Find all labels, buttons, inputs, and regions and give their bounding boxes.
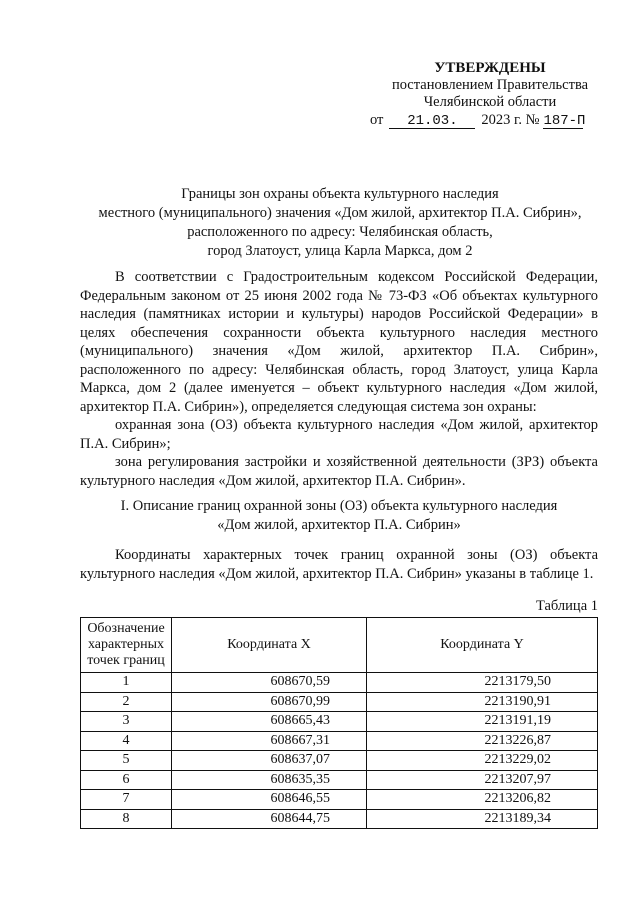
- zone-item-zrz: [80, 453, 598, 490]
- title-line-3: расположенного по адресу: Челябинская область,: [187, 224, 493, 240]
- table-row: [81, 770, 598, 790]
- header-point: Обозначение характерных точек границ: [81, 618, 172, 673]
- table-row: [81, 751, 598, 771]
- table-row: [81, 731, 598, 751]
- table-row: [81, 692, 598, 712]
- cell-point: 2: [81, 692, 172, 712]
- cell-x: 608665,43: [172, 712, 367, 732]
- cell-point: 4: [81, 731, 172, 751]
- cell-point: 8: [81, 809, 172, 829]
- cell-x: 608646,55: [172, 790, 367, 810]
- cell-y: 2213206,82: [367, 790, 598, 810]
- cell-y: 2213207,97: [367, 770, 598, 790]
- header-x: Координата X: [172, 618, 367, 673]
- cell-y: 2213190,91: [367, 692, 598, 712]
- approval-block: [370, 60, 610, 129]
- intro-paragraph-text: В соответствии с Градостроительным кодексом Российской Федерации, Федеральным законом от 25 июня 2002 года № 73-ФЗ «Об объектах культурного наследия (памятниках истории и культуры) народов Российской Федерации» в целях обеспечения сохранности объекта культурного наследия местного (муниципального) значения «Дом жилой, архитектор П.А. Сибрин», расположенного по адресу: Челябинская область, город Златоуст, улица Карла Маркса, дом 2 (далее именуется – объект культурного наследия «Дом жилой, архитектор П.А. Сибрин»), определяется следующая система зон охраны:: [80, 269, 598, 415]
- cell-point: 5: [81, 751, 172, 771]
- section-title: [80, 497, 598, 535]
- table-row: [81, 673, 598, 693]
- table-row: [81, 712, 598, 732]
- table-caption: Таблица 1: [535, 598, 598, 614]
- table-body: [81, 673, 598, 829]
- coordinates-table: [80, 617, 598, 829]
- zone-item-oz-text: охранная зона (ОЗ) объекта культурного наследия «Дом жилой, архитектор П.А. Сибрин»;: [80, 417, 598, 452]
- cell-point: 1: [81, 673, 172, 693]
- table-header-row: [81, 618, 598, 673]
- cell-point: 7: [81, 790, 172, 810]
- approval-line-2: постановлением Правительства: [391, 77, 589, 93]
- approval-prefix: от: [370, 112, 384, 128]
- title-line-4: город Златоуст, улица Карла Маркса, дом 2: [207, 243, 473, 259]
- section-title-line-2: «Дом жилой, архитектор П.А. Сибрин»: [217, 517, 461, 533]
- title-line-2: местного (муниципального) значения «Дом жилой, архитектор П.А. Сибрин»,: [98, 205, 582, 221]
- table-row: [81, 790, 598, 810]
- approval-line-3: Челябинской области: [423, 94, 557, 110]
- cell-y: 2213179,50: [367, 673, 598, 693]
- header-y: Координата Y: [367, 618, 598, 673]
- cell-x: 608644,75: [172, 809, 367, 829]
- document-title: [60, 185, 620, 261]
- cell-x: 608667,31: [172, 731, 367, 751]
- section-paragraph-text: Координаты характерных точек границ охранной зоны (ОЗ) объекта культурного наследия «Дом жилой, архитектор П.А. Сибрин» указаны в таблице 1.: [80, 547, 598, 582]
- section-title-line-1: I. Описание границ охранной зоны (ОЗ) объекта культурного наследия: [120, 498, 558, 514]
- intro-paragraph: [80, 268, 598, 416]
- intro-text: [80, 268, 598, 490]
- approval-title: УТВЕРЖДЕНЫ: [434, 60, 546, 76]
- table-row: [81, 809, 598, 829]
- cell-y: 2213189,34: [367, 809, 598, 829]
- cell-x: 608670,59: [172, 673, 367, 693]
- section-paragraph: [80, 546, 598, 583]
- approval-date-line: [370, 112, 610, 129]
- title-line-1: Границы зон охраны объекта культурного наследия: [181, 186, 499, 202]
- approval-year: 2023 г. №: [481, 112, 540, 128]
- cell-x: 608670,99: [172, 692, 367, 712]
- approval-date: 21.03.: [389, 114, 475, 129]
- cell-y: 2213226,87: [367, 731, 598, 751]
- cell-x: 608635,35: [172, 770, 367, 790]
- cell-y: 2213229,02: [367, 751, 598, 771]
- zone-item-oz: [80, 416, 598, 453]
- cell-x: 608637,07: [172, 751, 367, 771]
- cell-point: 6: [81, 770, 172, 790]
- zone-item-zrz-text: зона регулирования застройки и хозяйственной деятельности (ЗРЗ) объекта культурного наследия «Дом жилой, архитектор П.А. Сибрин».: [80, 454, 598, 489]
- cell-point: 3: [81, 712, 172, 732]
- cell-y: 2213191,19: [367, 712, 598, 732]
- approval-number: 187-П: [543, 113, 586, 129]
